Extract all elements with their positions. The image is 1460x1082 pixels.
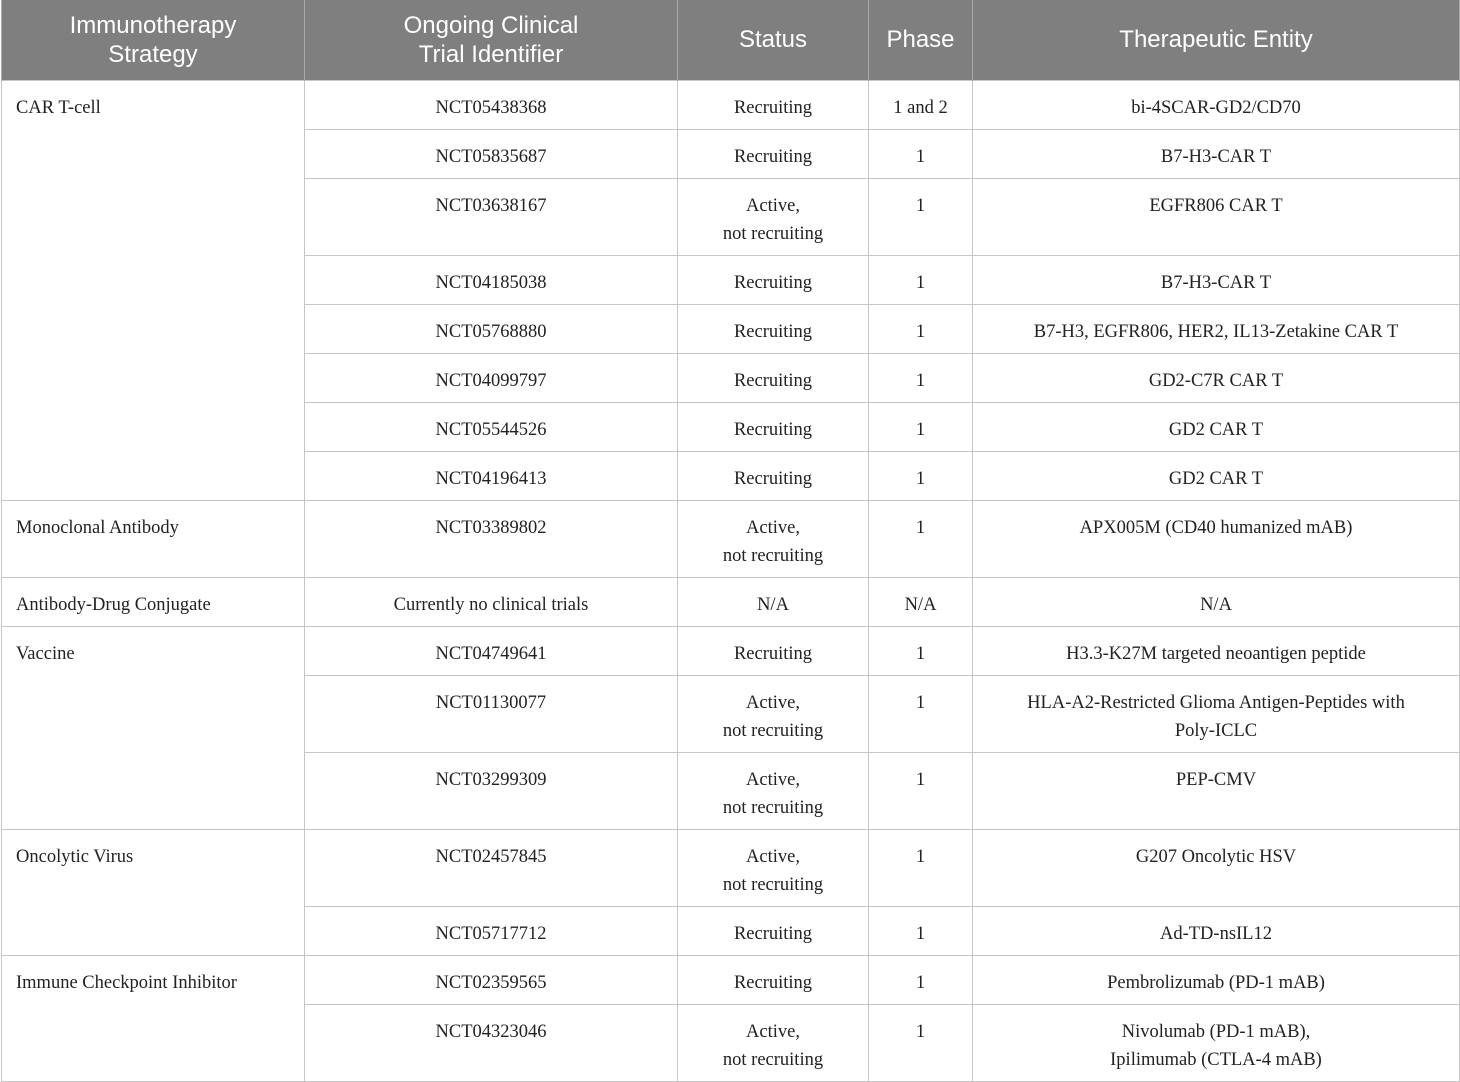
status-cell (678, 752, 869, 829)
trial-id-cell: NCT04323046 (305, 1004, 678, 1081)
table-row (2, 626, 1460, 675)
entity-cell (973, 255, 1460, 304)
header-phase: Phase (869, 0, 973, 80)
status-cell (678, 129, 869, 178)
entity-cell (973, 402, 1460, 451)
phase-cell: 1 (869, 1004, 973, 1081)
status-cell (678, 906, 869, 955)
trial-id-cell: NCT05717712 (305, 906, 678, 955)
entity-text: Pembrolizumab (PD-1 mAB) (1107, 972, 1325, 993)
table-row (2, 80, 1460, 129)
strategy-cell: Vaccine (2, 626, 305, 829)
status-cell (678, 829, 869, 906)
entity-text: EGFR806 CAR T (1149, 195, 1283, 216)
entity-text: GD2 CAR T (1168, 468, 1264, 489)
status-text: Recruiting (733, 97, 813, 118)
entity-text: GD2-C7R CAR T (1148, 370, 1284, 391)
table-row (2, 577, 1460, 626)
strategy-cell: Monoclonal Antibody (2, 500, 305, 577)
entity-text: HLA-A2-Restricted Glioma Antigen-Peptides with (1027, 692, 1405, 713)
entity-cell (973, 80, 1460, 129)
status-text: not recruiting (722, 545, 824, 566)
status-cell (678, 1004, 869, 1081)
status-cell (678, 675, 869, 752)
entity-text: GD2 CAR T (1168, 419, 1264, 440)
phase-cell: 1 (869, 451, 973, 500)
phase-cell: 1 (869, 500, 973, 577)
phase-cell: 1 (869, 402, 973, 451)
phase-cell: 1 (869, 752, 973, 829)
trial-id-cell: NCT04196413 (305, 451, 678, 500)
entity-text: N/A (1200, 594, 1232, 615)
status-text: Recruiting (733, 146, 813, 167)
status-cell (678, 955, 869, 1004)
status-text: Active, (746, 846, 800, 867)
status-text: Active, (746, 1021, 800, 1042)
status-text: Recruiting (733, 468, 813, 489)
entity-text: Poly-ICLC (1174, 720, 1258, 741)
trial-id-cell: NCT04099797 (305, 353, 678, 402)
strategy-cell: Antibody-Drug Conjugate (2, 577, 305, 626)
status-text: Active, (746, 517, 800, 538)
entity-cell (973, 675, 1460, 752)
status-text: not recruiting (722, 797, 824, 818)
table-row (2, 955, 1460, 1004)
phase-cell: 1 and 2 (869, 80, 973, 129)
entity-text: PEP-CMV (1175, 769, 1257, 790)
entity-text: B7-H3-CAR T (1160, 272, 1272, 293)
entity-cell (973, 752, 1460, 829)
trial-id-cell: NCT02457845 (305, 829, 678, 906)
header-status: Status (678, 0, 869, 80)
status-text: not recruiting (722, 874, 824, 895)
entity-cell (973, 906, 1460, 955)
phase-cell: 1 (869, 906, 973, 955)
entity-cell (973, 500, 1460, 577)
status-text: Recruiting (733, 643, 813, 664)
clinical-trials-table (1, 0, 1460, 1082)
table-row (2, 829, 1460, 906)
trial-id-cell: NCT05438368 (305, 80, 678, 129)
status-text: Active, (746, 195, 800, 216)
phase-cell: 1 (869, 675, 973, 752)
status-cell (678, 80, 869, 129)
strategy-cell: CAR T-cell (2, 80, 305, 500)
status-text: Recruiting (733, 419, 813, 440)
header-row (2, 0, 1460, 80)
trial-id-cell: NCT05768880 (305, 304, 678, 353)
entity-cell (973, 129, 1460, 178)
entity-text: bi-4SCAR-GD2/CD70 (1131, 97, 1301, 118)
trial-id-cell: NCT05835687 (305, 129, 678, 178)
entity-cell (973, 178, 1460, 255)
entity-cell (973, 451, 1460, 500)
status-text: Active, (746, 769, 800, 790)
trial-id-cell: NCT02359565 (305, 955, 678, 1004)
status-cell (678, 402, 869, 451)
table-row (2, 500, 1460, 577)
status-cell (678, 626, 869, 675)
entity-text: B7-H3, EGFR806, HER2, IL13-Zetakine CAR T (1033, 321, 1399, 342)
table-header (2, 0, 1460, 80)
entity-text: B7-H3-CAR T (1160, 146, 1272, 167)
status-cell (678, 577, 869, 626)
status-text: Recruiting (733, 272, 813, 293)
status-cell (678, 353, 869, 402)
trial-id-cell: NCT04185038 (305, 255, 678, 304)
phase-cell: 1 (869, 255, 973, 304)
header-trial-id: Ongoing Clinical Trial Identifier (305, 0, 678, 80)
entity-text: Ad-TD-nsIL12 (1159, 923, 1272, 944)
entity-text: Nivolumab (PD-1 mAB), (1121, 1021, 1311, 1042)
trial-id-cell: Currently no clinical trials (305, 577, 678, 626)
phase-cell: 1 (869, 829, 973, 906)
entity-cell (973, 626, 1460, 675)
status-cell (678, 304, 869, 353)
phase-cell: N/A (869, 577, 973, 626)
status-text: Recruiting (733, 972, 813, 993)
phase-cell: 1 (869, 353, 973, 402)
header-strategy: Immunotherapy Strategy (2, 0, 305, 80)
status-text: Recruiting (733, 923, 813, 944)
entity-cell (973, 829, 1460, 906)
trial-id-cell: NCT05544526 (305, 402, 678, 451)
phase-cell: 1 (869, 955, 973, 1004)
status-text: N/A (757, 594, 789, 615)
entity-text: H3.3-K27M targeted neoantigen peptide (1066, 643, 1366, 664)
status-cell (678, 451, 869, 500)
entity-cell (973, 353, 1460, 402)
entity-text: Ipilimumab (CTLA-4 mAB) (1110, 1049, 1322, 1070)
status-text: not recruiting (722, 223, 824, 244)
phase-cell: 1 (869, 129, 973, 178)
status-cell (678, 178, 869, 255)
phase-cell: 1 (869, 178, 973, 255)
trial-id-cell: NCT01130077 (305, 675, 678, 752)
trial-id-cell: NCT04749641 (305, 626, 678, 675)
phase-cell: 1 (869, 304, 973, 353)
strategy-cell: Oncolytic Virus (2, 829, 305, 955)
status-text: Recruiting (733, 370, 813, 391)
phase-cell: 1 (869, 626, 973, 675)
status-text: Recruiting (733, 321, 813, 342)
header-entity: Therapeutic Entity (973, 0, 1460, 80)
status-text: Active, (746, 692, 800, 713)
status-cell (678, 255, 869, 304)
strategy-cell: Immune Checkpoint Inhibitor (2, 955, 305, 1081)
status-cell (678, 500, 869, 577)
entity-cell (973, 955, 1460, 1004)
entity-text: APX005M (CD40 humanized mAB) (1079, 517, 1353, 538)
trial-id-cell: NCT03638167 (305, 178, 678, 255)
status-text: not recruiting (722, 720, 824, 741)
status-text: not recruiting (722, 1049, 824, 1070)
entity-cell (973, 304, 1460, 353)
table-body (2, 80, 1460, 1081)
entity-text: G207 Oncolytic HSV (1135, 846, 1297, 867)
trial-id-cell: NCT03389802 (305, 500, 678, 577)
entity-cell (973, 577, 1460, 626)
trial-id-cell: NCT03299309 (305, 752, 678, 829)
entity-cell (973, 1004, 1460, 1081)
